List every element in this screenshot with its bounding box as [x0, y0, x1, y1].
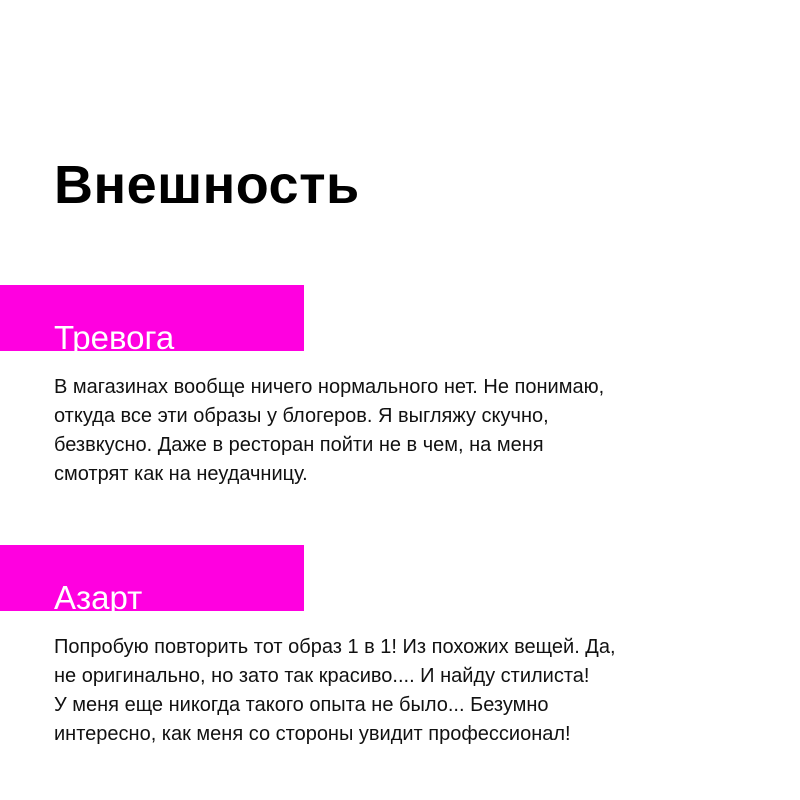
- text-line: Попробую повторить тот образ 1 в 1! Из похожих вещей. Да,: [54, 636, 616, 658]
- section-text-excitement: [54, 633, 734, 749]
- text-line: не оригинально, но зато так красиво.... И найду стилиста!: [54, 665, 590, 687]
- section-banner-anxiety: [0, 285, 304, 356]
- text-line: безвкусно. Даже в ресторан пойти не в чем, на меня: [54, 434, 544, 456]
- text-line: интересно, как меня со стороны увидит профессионал!: [54, 723, 571, 745]
- section-heading-anxiety: Тревога: [54, 319, 175, 356]
- text-line: откуда все эти образы у блогеров. Я выгляжу скучно,: [54, 405, 549, 427]
- text-line: В магазинах вообще ничего нормального нет. Не понимаю,: [54, 376, 605, 398]
- text-line: смотрят как на неудачницу.: [54, 463, 308, 485]
- section-heading-excitement: Азарт: [54, 579, 143, 616]
- text-line: У меня еще никогда такого опыта не было... Безумно: [54, 694, 549, 716]
- section-text-anxiety: [54, 373, 734, 489]
- page-title: Внешность: [54, 155, 360, 215]
- section-banner-excitement: [0, 545, 304, 616]
